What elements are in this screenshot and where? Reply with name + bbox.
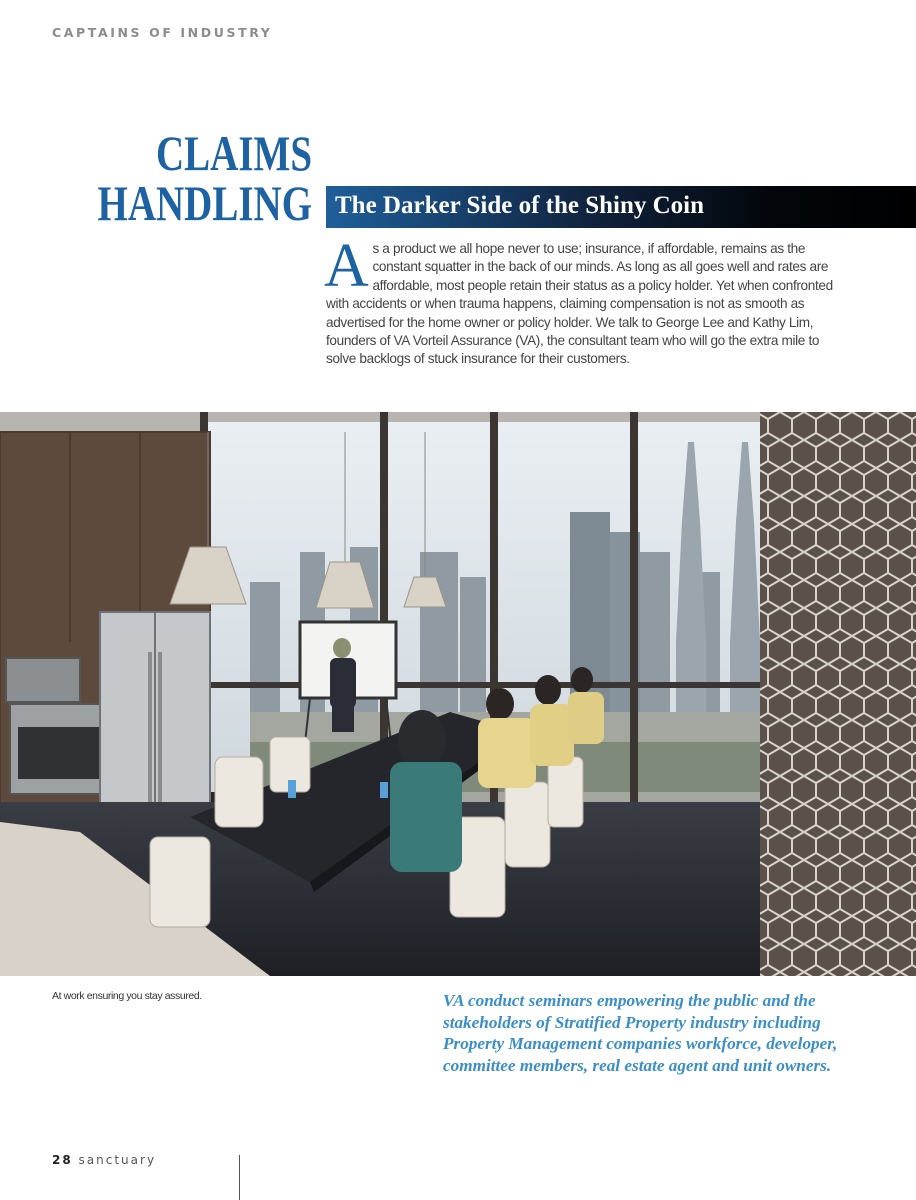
headline-line-1: CLAIMS [155,125,312,181]
office-meeting-photo [0,412,916,976]
intro-body: s a product we all hope never to use; insurance, if affordable, remains as the constant squatter in the back of our minds. As long as all goes well and rates are affordable, most people retain their status as a policy holder. Yet when confronted with accidents or when trauma happens, claiming compensation is not as smooth as advertised for the home owner or policy holder. We talk to George Lee and Kathy Lim, founders of VA Vorteil Assurance (VA), the consultant team who will go the extra mile to solve backlogs of stuck insurance for their customers. [326,241,833,367]
photo-caption: At work ensuring you stay assured. [52,990,202,1002]
feature-photo [0,412,916,976]
intro-paragraph [324,232,846,369]
subhead: The Darker Side of the Shiny Coin [335,192,705,219]
headline-line-2: HANDLING [97,175,312,231]
section-label: CAPTAINS OF INDUSTRY [52,25,273,40]
subhead-bar [326,186,916,228]
pull-quote: VA conduct seminars empowering the public and the stakeholders of Stratified Property industry including Property Management companies workforce, developer, committee members, real estate agent and unit owners. [443,991,838,1075]
magazine-name: sanctuary [78,1153,157,1167]
page-number: 28 [52,1153,73,1167]
page-folio [52,1153,156,1167]
headline [97,125,312,231]
drop-cap: A [324,232,369,300]
folio-divider [239,1155,240,1200]
